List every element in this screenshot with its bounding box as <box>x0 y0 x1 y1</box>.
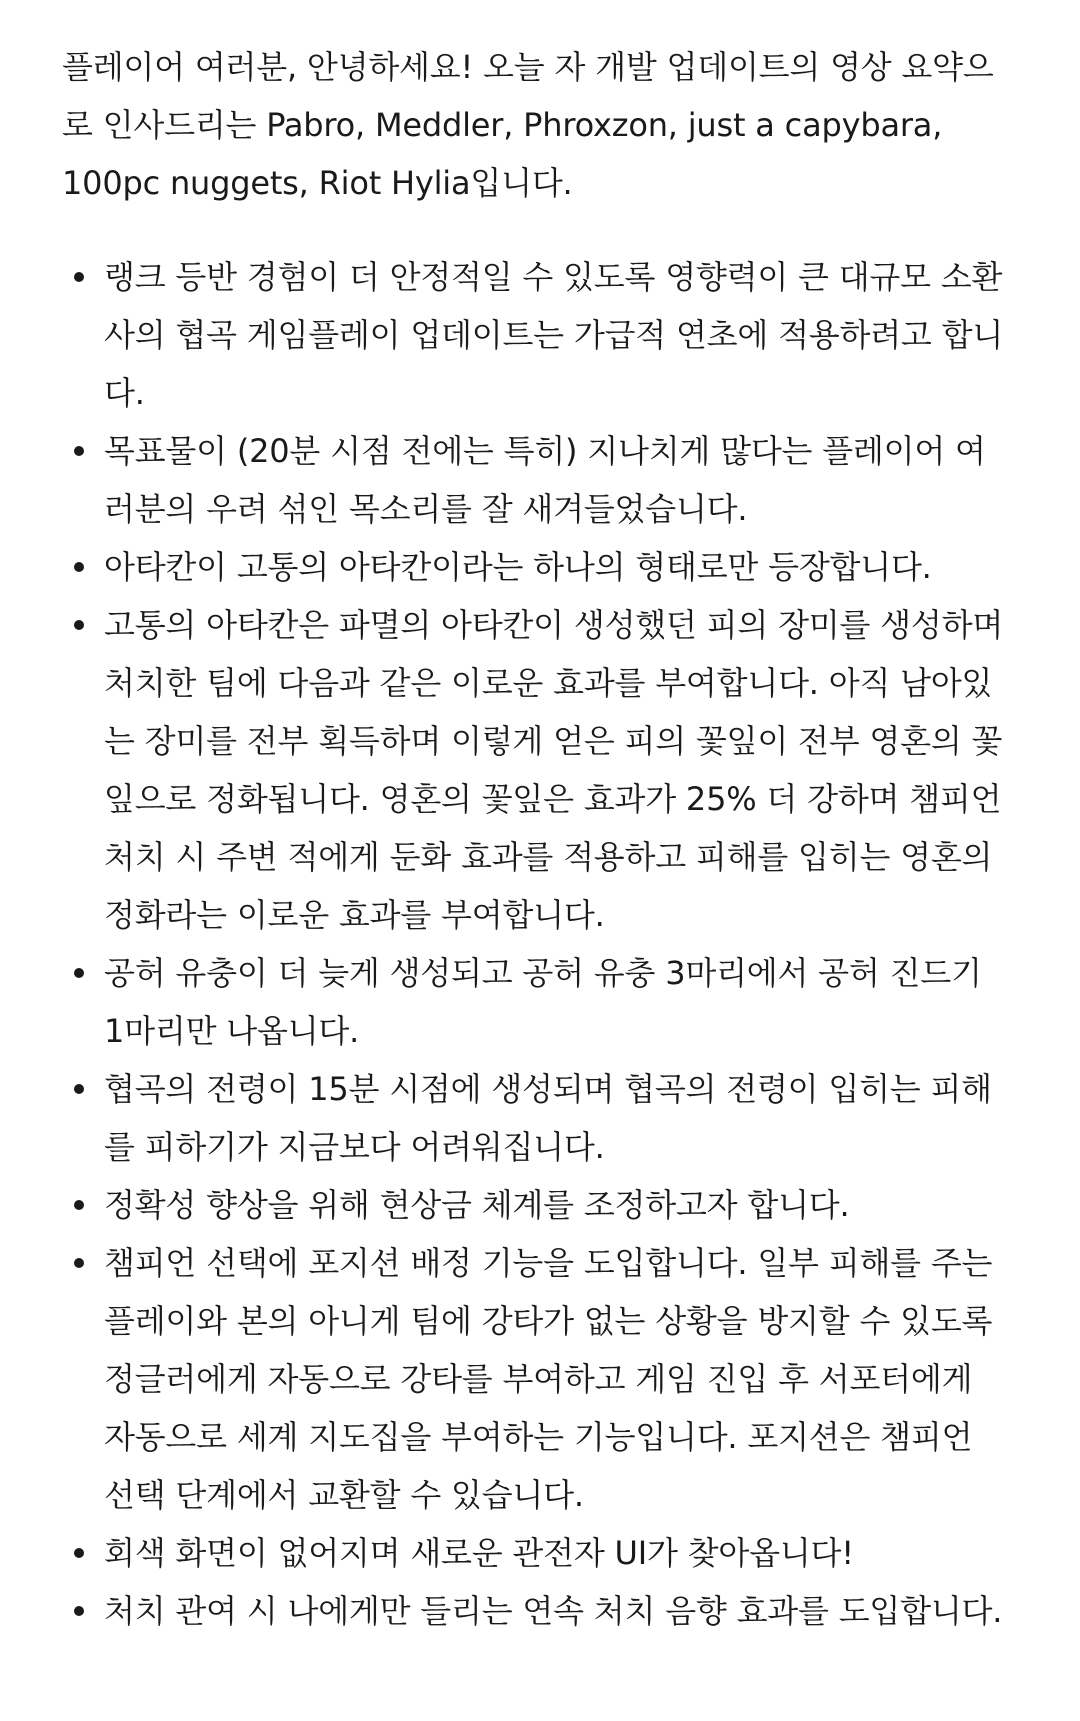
list-item-text: 챔피언 선택에 포지션 배정 기능을 도입합니다. 일부 피해를 주는 플레이와 본의 아니게 팀에 강타가 없는 상황을 방지할 수 있도록 정글러에게 자동으로 강타를 부여하고 게임 진입 후 서포터에게 자동으로 세계 지도집을 부여하는 기능입니다. 포지션은 챔피언 선택 단계에서 교환할 수 있습니다. <box>104 1244 993 1514</box>
list-item <box>62 1524 1010 1582</box>
list-item <box>62 596 1010 944</box>
bullet-icon <box>74 562 84 572</box>
list-item <box>62 248 1010 422</box>
bullet-icon <box>74 620 84 630</box>
bullet-icon <box>74 272 84 282</box>
list-item <box>62 1176 1010 1234</box>
list-item-text: 공허 유충이 더 늦게 생성되고 공허 유충 3마리에서 공허 진드기 1마리만 나옵니다. <box>104 954 982 1050</box>
bullet-icon <box>74 1200 84 1210</box>
list-item-text: 목표물이 (20분 시점 전에는 특히) 지나치게 많다는 플레이어 여러분의 우려 섞인 목소리를 잘 새겨들었습니다. <box>104 432 986 528</box>
list-item-text: 고통의 아타칸은 파멸의 아타칸이 생성했던 피의 장미를 생성하며 처치한 팀에 다음과 같은 이로운 효과를 부여합니다. 아직 남아있는 장미를 전부 획득하며 이렇게 얻은 피의 꽃잎이 전부 영혼의 꽃잎으로 정화됩니다. 영혼의 꽃잎은 효과가 25% 더 강하며 챔피언 처치 시 주변 적에게 둔화 효과를 적용하고 피해를 입히는 영혼의 정화라는 이로운 효과를 부여합니다. <box>104 606 1004 934</box>
update-list <box>62 248 1010 1640</box>
list-item <box>62 422 1010 538</box>
list-item-text: 처치 관여 시 나에게만 들리는 연속 처치 음향 효과를 도입합니다. <box>104 1592 1003 1630</box>
bullet-icon <box>74 968 84 978</box>
list-item-text: 회색 화면이 없어지며 새로운 관전자 UI가 찾아옵니다! <box>104 1534 854 1572</box>
list-item <box>62 1234 1010 1524</box>
list-item-text: 랭크 등반 경험이 더 안정적일 수 있도록 영향력이 큰 대규모 소환사의 협곡 게임플레이 업데이트는 가급적 연초에 적용하려고 합니다. <box>104 258 1004 412</box>
bullet-icon <box>74 1258 84 1268</box>
list-item-text: 정확성 향상을 위해 현상금 체계를 조정하고자 합니다. <box>104 1186 850 1224</box>
intro-paragraph: 플레이어 여러분, 안녕하세요! 오늘 자 개발 업데이트의 영상 요약으로 인사드리는 Pabro, Meddler, Phroxzon, just a capybara, 100pc nuggets, Riot Hylia입니다. <box>62 48 994 202</box>
bullet-icon <box>74 1548 84 1558</box>
list-item <box>62 944 1010 1060</box>
list-item-text: 협곡의 전령이 15분 시점에 생성되며 협곡의 전령이 입히는 피해를 피하기가 지금보다 어려워집니다. <box>104 1070 992 1166</box>
bullet-icon <box>74 1606 84 1616</box>
bullet-icon <box>74 446 84 456</box>
bullet-icon <box>74 1084 84 1094</box>
list-item <box>62 1060 1010 1176</box>
list-item-text: 아타칸이 고통의 아타칸이라는 하나의 형태로만 등장합니다. <box>104 548 932 586</box>
list-item <box>62 1582 1010 1640</box>
list-item <box>62 538 1010 596</box>
